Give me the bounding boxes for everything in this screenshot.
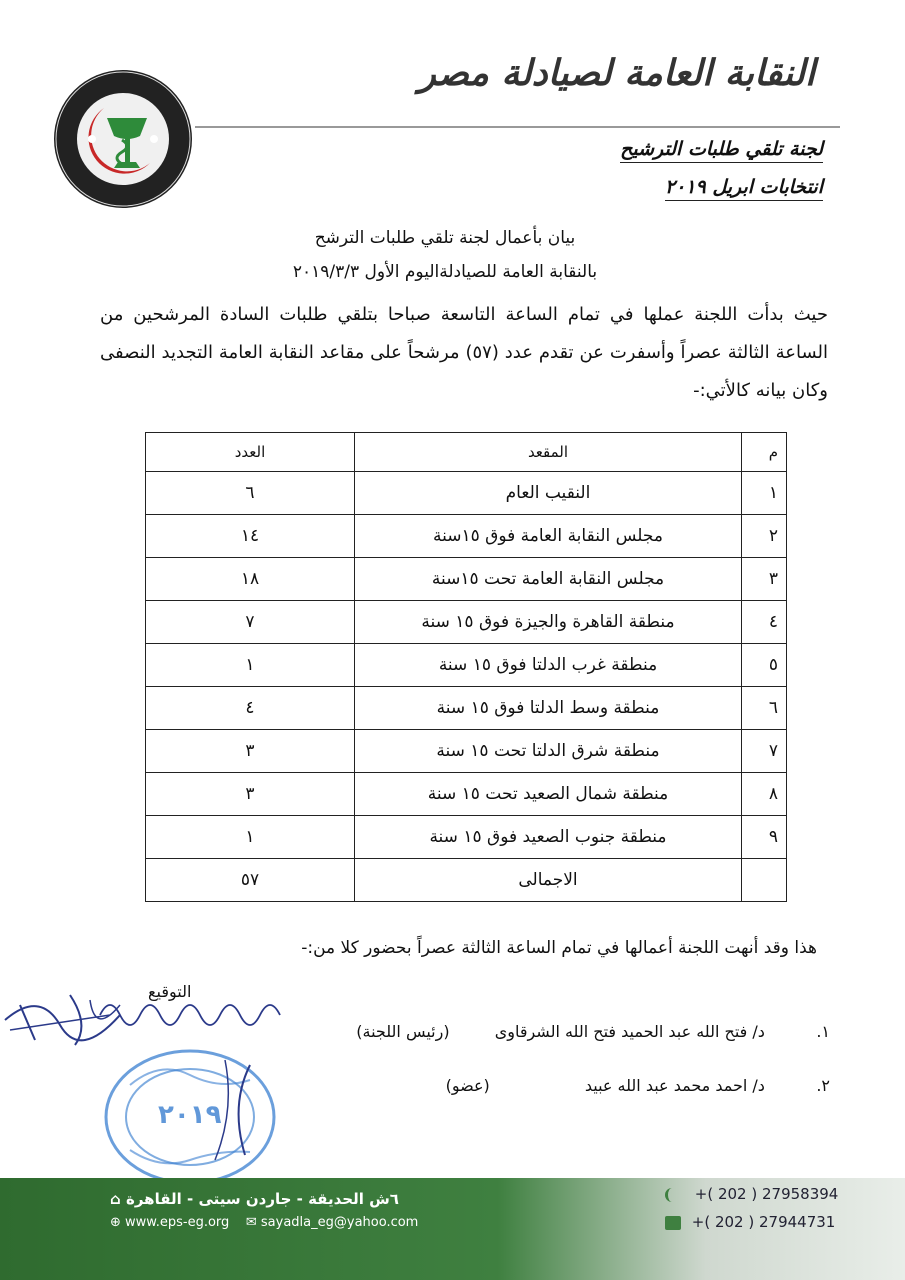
fax-icon <box>665 1216 681 1230</box>
footer-fax <box>665 1213 835 1231</box>
row-count: ٣ <box>146 730 355 773</box>
row-count: ٦ <box>146 472 355 515</box>
signature-label: التوقيع <box>148 982 192 1001</box>
row-seat: مجلس النقابة العامة تحت ١٥سنة <box>355 558 742 601</box>
table-row <box>146 773 787 816</box>
row-seat: منطقة شرق الدلتا تحت ١٥ سنة <box>355 730 742 773</box>
footer-contact <box>110 1215 418 1230</box>
row-no: ٨ <box>742 773 787 816</box>
globe-icon: ⊕ <box>110 1215 121 1230</box>
row-no: ٩ <box>742 816 787 859</box>
table-row <box>146 687 787 730</box>
row-count: ١٨ <box>146 558 355 601</box>
phone-icon <box>665 1188 684 1202</box>
row-count: ٣ <box>146 773 355 816</box>
intro-paragraph: حيث بدأت اللجنة عملها في تمام الساعة التاسعة صباحا بتلقي طلبات السادة المرشحين من الساعة الثالثة عصراً وأسفرت عن تقدم عدد (٥٧) مرشحاً على مقاعد النقابة العامة التجديد النصفى وكان بيانه كالأتي:- <box>100 304 828 401</box>
email-link[interactable]: sayadla_eg@yahoo.com <box>260 1215 419 1230</box>
member-1 <box>356 1022 830 1041</box>
member-1-role: (رئيس اللجنة) <box>356 1022 450 1041</box>
row-seat: منطقة القاهرة والجيزة فوق ١٥ سنة <box>355 601 742 644</box>
row-no: ١ <box>742 472 787 515</box>
row-no: ٣ <box>742 558 787 601</box>
footer-address <box>110 1190 399 1208</box>
table-row <box>146 644 787 687</box>
row-no: ٤ <box>742 601 787 644</box>
table-row <box>146 730 787 773</box>
home-icon: ⌂ <box>110 1190 121 1208</box>
fax-number: +( 202 ) 27944731 <box>691 1213 836 1231</box>
row-no: ٢ <box>742 515 787 558</box>
row-count: ١ <box>146 816 355 859</box>
election-name: انتخابات ابريل ٢٠١٩ <box>665 176 823 201</box>
row-no: ٧ <box>742 730 787 773</box>
total-value: ٥٧ <box>146 859 355 902</box>
member-2-role: (عضو) <box>445 1076 490 1095</box>
table-row <box>146 472 787 515</box>
syndicate-title-calligraphy: النقابة العامة لصيادلة مصر <box>418 52 815 94</box>
header-seat: المقعد <box>355 433 742 472</box>
total-empty-cell <box>742 859 787 902</box>
member-1-name: د/ فتح الله عبد الحميد فتح الله الشرقاوى <box>494 1022 765 1041</box>
closing-statement: هذا وقد أنهت اللجنة أعمالها في تمام الساعة الثالثة عصراً بحضور كلا من:- <box>301 938 817 958</box>
total-label: الاجمالى <box>355 859 742 902</box>
row-no: ٦ <box>742 687 787 730</box>
member-2 <box>446 1076 830 1095</box>
row-seat: النقيب العام <box>355 472 742 515</box>
table-row <box>146 601 787 644</box>
row-seat: منطقة جنوب الصعيد فوق ١٥ سنة <box>355 816 742 859</box>
header-count: العدد <box>146 433 355 472</box>
member-1-number: ١. <box>816 1022 830 1041</box>
row-count: ١٤ <box>146 515 355 558</box>
row-seat: منطقة وسط الدلتا فوق ١٥ سنة <box>355 687 742 730</box>
row-count: ٤ <box>146 687 355 730</box>
row-count: ١ <box>146 644 355 687</box>
syndicate-logo <box>52 68 194 210</box>
table-row <box>146 515 787 558</box>
statement-title: بيان بأعمال لجنة تلقي طلبات الترشح <box>314 228 576 248</box>
statement-subtitle: بالنقابة العامة للصيادلةاليوم الأول ٢٠١٩/٣/٣ <box>292 262 598 282</box>
candidates-table <box>145 432 787 902</box>
footer-phone <box>665 1185 838 1203</box>
phone-number: +( 202 ) 27958394 <box>694 1185 839 1203</box>
footer-address-text: ٦ش الحديقة - جاردن سيتى - القاهرة <box>125 1190 399 1208</box>
committee-name: لجنة تلقي طلبات الترشيح <box>620 138 823 163</box>
row-seat: منطقة غرب الدلتا فوق ١٥ سنة <box>355 644 742 687</box>
envelope-icon: ✉ <box>245 1215 257 1230</box>
stamp-year: ٢٠١٩ <box>158 1100 222 1130</box>
table-row <box>146 816 787 859</box>
table-row <box>146 558 787 601</box>
table-total-row <box>146 859 787 902</box>
member-2-number: ٢. <box>816 1076 830 1095</box>
header-divider <box>195 126 840 128</box>
website-link[interactable]: www.eps-eg.org <box>125 1215 230 1230</box>
row-seat: مجلس النقابة العامة فوق ١٥سنة <box>355 515 742 558</box>
row-seat: منطقة شمال الصعيد تحت ١٥ سنة <box>355 773 742 816</box>
row-no: ٥ <box>742 644 787 687</box>
member-2-name: د/ احمد محمد عبد الله عبيد <box>584 1076 765 1095</box>
row-count: ٧ <box>146 601 355 644</box>
table-header-row <box>146 433 787 472</box>
header-no: م <box>742 433 787 472</box>
